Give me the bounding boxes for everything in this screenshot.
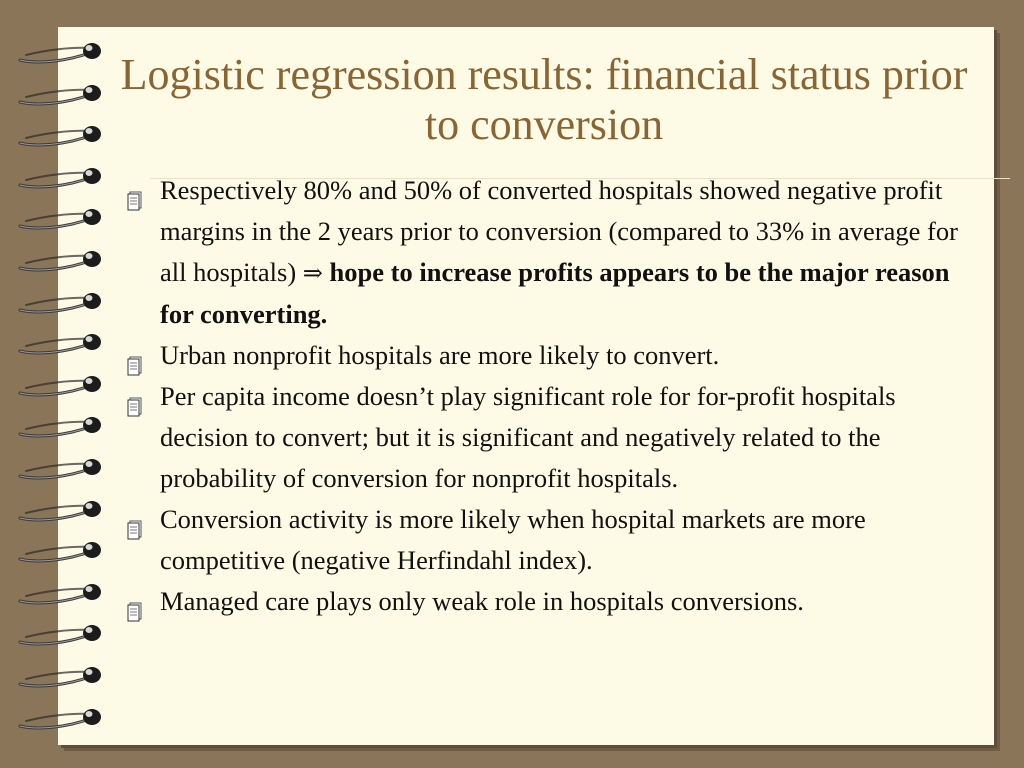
bullet-item [118, 335, 973, 376]
bullet-text: Per capita income doesn’t play significant role for for-profit hospitals decision to convert; but it is significant and negatively related to the probability of conversion for nonprofit hospitals. [160, 381, 896, 493]
binding-ring [16, 329, 106, 359]
binding-ring [16, 496, 106, 526]
binding-ring [16, 704, 106, 734]
notepad-icon [124, 593, 146, 615]
binding-ring [16, 163, 106, 193]
bullet-item [118, 170, 973, 335]
binding-ring [16, 412, 106, 442]
binding-ring [16, 38, 106, 68]
bullet-list [118, 170, 973, 622]
binding-ring [16, 121, 106, 151]
spiral-binding [0, 0, 110, 768]
binding-ring [16, 620, 106, 650]
binding-ring [16, 454, 106, 484]
notepad-icon [124, 388, 146, 410]
binding-ring [16, 537, 106, 567]
notepad-icon [124, 511, 146, 533]
notepad-icon [124, 347, 146, 369]
slide-title: Logistic regression results: financial status prior to conversion [120, 50, 968, 149]
bullet-text: Conversion activity is more likely when hospital markets are more competitive (negative Herfindahl index). [160, 504, 866, 575]
binding-ring [16, 204, 106, 234]
bullet-item [118, 499, 973, 581]
bullet-text: Urban nonprofit hospitals are more likely to convert. [160, 340, 720, 370]
bullet-item [118, 376, 973, 499]
bullet-text: Respectively 80% and 50% of converted hospitals showed negative profit margins in the 2 years prior to conversion (compared to 33% in average for all hospitals) [160, 175, 958, 287]
binding-ring [16, 371, 106, 401]
binding-ring [16, 662, 106, 692]
bullet-item [118, 581, 973, 622]
notepad-icon [124, 182, 146, 204]
binding-ring [16, 288, 106, 318]
binding-ring [16, 246, 106, 276]
binding-ring [16, 80, 106, 110]
binding-ring [16, 579, 106, 609]
bullet-bold-text: hope to increase profits appears to be the major reason for converting. [160, 257, 950, 329]
bullet-text: Managed care plays only weak role in hospitals conversions. [160, 586, 804, 616]
implies-arrow: ⇒ [302, 259, 323, 287]
